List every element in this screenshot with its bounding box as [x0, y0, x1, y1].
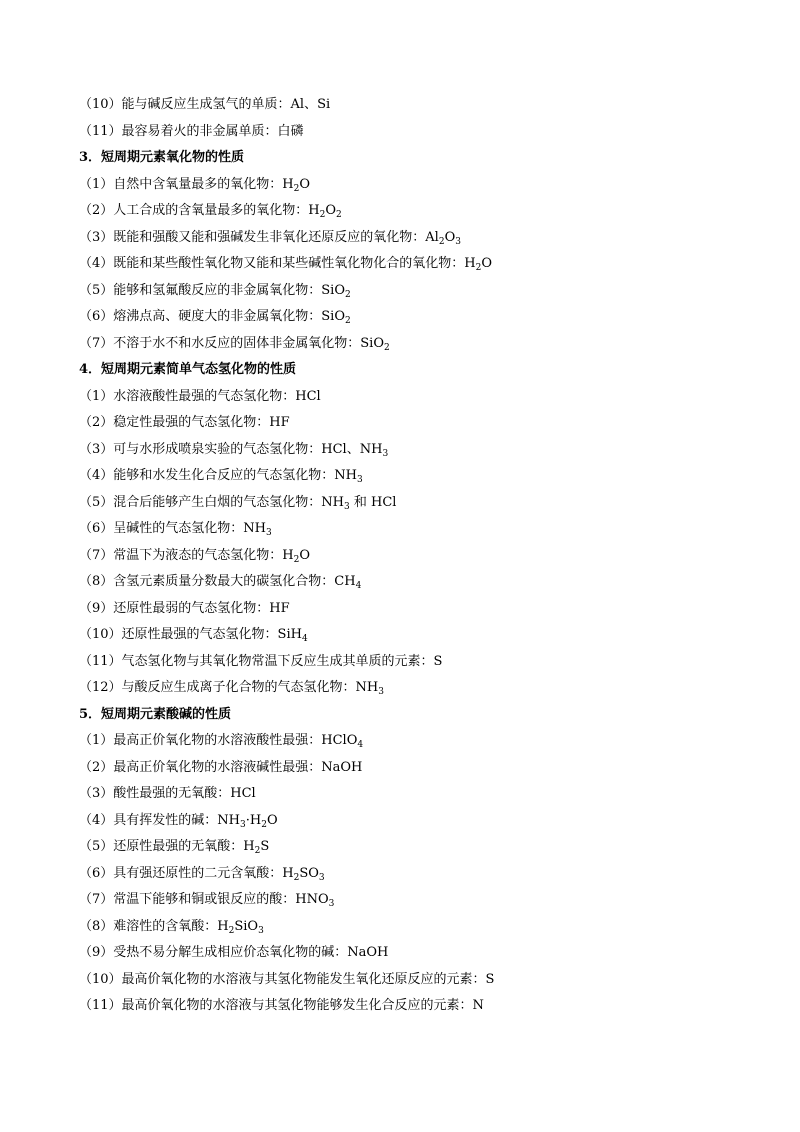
list-item: （2）人工合成的含氧量最多的氧化物：$H_2O_2$: [79, 203, 342, 220]
list-item: （3）可与水形成喷泉实验的气态氢化物：HCl、$NH_3$: [79, 441, 389, 459]
list-item: （3）酸性最强的无氧酸：HCl: [79, 786, 256, 801]
list-item: （11）气态氢化物与其氧化物常温下反应生成其单质的元素：S: [79, 653, 443, 669]
list-item: （7）常温下能够和铜或银反应的酸：$HNO_3$: [79, 892, 335, 909]
list-item: （11）最容易着火的非金属单质：白磷: [79, 123, 304, 139]
list-item: （1）最高正价氧化物的水溶液酸性最强：HClO$_4$: [79, 733, 364, 750]
list-item: （5）还原性最强的无氧酸：$H_2S$: [79, 839, 270, 856]
list-item: （4）既能和某些酸性氧化物又能和某些碱性氧化物化合的氧化物：$H_2O$: [79, 256, 493, 273]
list-item: （3）既能和强酸又能和强碱发生非氧化还原反应的氧化物：$Al_2O_3$: [79, 229, 461, 247]
section-heading: 3．短周期元素氧化物的性质: [79, 150, 245, 165]
list-item: （6）具有强还原性的二元含氧酸：$H_2SO_3$: [79, 865, 325, 883]
list-item: （1）自然中含氧量最多的氧化物：$H_2O$: [79, 176, 311, 194]
list-item: （2）最高正价氧化物的水溶液碱性最强：NaOH: [79, 759, 363, 775]
section-heading: 4．短周期元素简单气态氢化物的性质: [79, 362, 297, 377]
list-item: （10）能与碱反应生成氢气的单质：Al、Si: [79, 97, 331, 112]
list-item: （11）最高价氧化物的水溶液与其氢化物能够发生化合反应的元素：N: [79, 998, 484, 1013]
list-item: （8）含氢元素质量分数最大的碳氢化合物：$CH_4$: [79, 574, 362, 591]
list-item: （6）呈碱性的气态氢化物：$NH_3$: [79, 521, 272, 538]
list-item: （9）受热不易分解生成相应价态氧化物的碱：NaOH: [79, 945, 389, 960]
list-item: （4）具有挥发性的碱：$NH_3\cdot H_2O$: [79, 812, 278, 830]
document-page: [79, 92, 759, 1020]
list-item: （10）还原性最强的气态氢化物：SiH$_4$: [79, 627, 308, 644]
list-item: （7）不溶于水不和水反应的固体非金属氧化物：SiO$_2$: [79, 335, 390, 353]
list-item: （4）能够和水发生化合反应的气态氢化物：$NH_3$: [79, 468, 363, 485]
list-item: （1）水溶液酸性最强的气态氢化物：HCl: [79, 388, 321, 404]
list-item: （2）稳定性最强的气态氢化物：HF: [79, 415, 290, 430]
list-item: （8）难溶性的含氧酸：$H_2SiO_3$: [79, 918, 264, 936]
list-item: （7）常温下为液态的气态氢化物：$H_2O$: [79, 547, 311, 565]
list-item: （6）熔沸点高、硬度大的非金属氧化物：SiO$_2$: [79, 309, 351, 326]
list-item: （5）能够和氢氟酸反应的非金属氧化物：SiO$_2$: [79, 282, 351, 300]
list-item: （5）混合后能够产生白烟的气态氢化物：$NH_3$ 和 HCl: [79, 494, 397, 512]
list-item: （12）与酸反应生成离子化合物的气态氢化物：$NH_3$: [79, 680, 384, 697]
list-item: （9）还原性最弱的气态氢化物：HF: [79, 600, 290, 616]
section-heading: 5．短周期元素酸碱的性质: [79, 706, 232, 722]
list-item: （10）最高价氧化物的水溶液与其氢化物能发生氧化还原反应的元素：S: [79, 971, 495, 987]
